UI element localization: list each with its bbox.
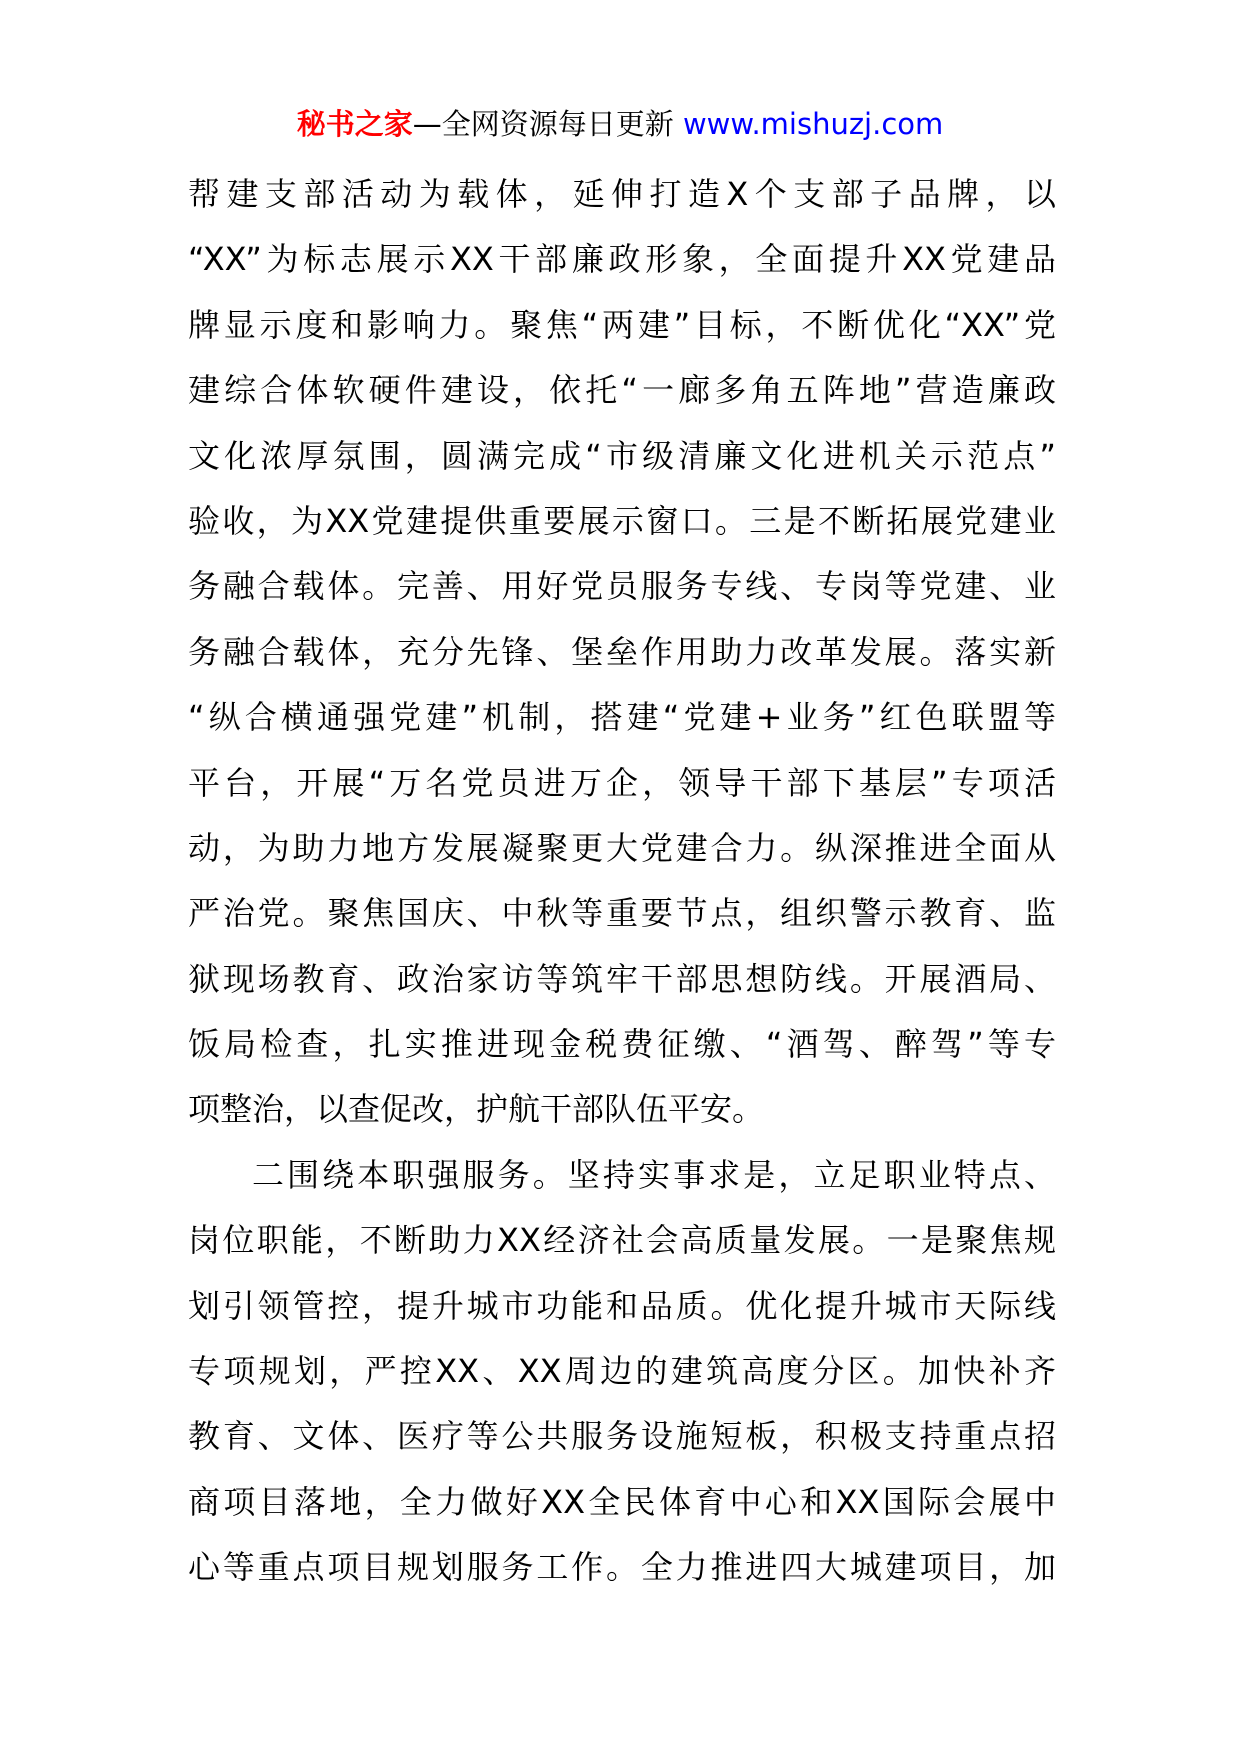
site-header <box>0 100 1240 148</box>
text-line: 狱现场教育、政治家访等筑牢干部思想防线。开展酒局、 <box>188 959 1056 998</box>
text-line: 专项规划，严控XX、XX周边的建筑高度分区。加快补齐 <box>188 1352 1056 1391</box>
text-line: 心等重点项目规划服务工作。全力推进四大城建项目，加 <box>188 1548 1056 1587</box>
document-body <box>188 162 1056 1601</box>
site-url-link[interactable]: www.mishuzj.com <box>682 107 944 141</box>
text-line: 帮建支部活动为载体，延伸打造X个支部子品牌，以 <box>188 175 1056 213</box>
text-line: “XX”为标志展示XX干部廉政形象，全面提升XX党建品 <box>188 240 1056 279</box>
text-line: 牌显示度和影响力。聚焦“两建”目标，不断优化“XX”党 <box>188 305 1056 344</box>
text-line: 验收，为XX党建提供重要展示窗口。三是不断拓展党建业 <box>188 501 1056 540</box>
text-line: 商项目落地，全力做好XX全民体育中心和XX国际会展中 <box>188 1482 1056 1521</box>
text-line: 动，为助力地方发展凝聚更大党建合力。纵深推进全面从 <box>188 828 1056 867</box>
text-line: 教育、文体、医疗等公共服务设施短板，积极支持重点招 <box>188 1417 1056 1456</box>
paragraph-end-line: 项整治，以查促改，护航干部队伍平安。 <box>188 1090 765 1129</box>
text-line: 建综合体软硬件建设，依托“一廊多角五阵地”营造廉政 <box>188 371 1056 410</box>
paragraph-start-line: 二围绕本职强服务。坚持实事求是，立足职业特点、 <box>252 1155 1056 1194</box>
header-tagline: —全网资源每日更新 <box>412 107 683 141</box>
brand-name: 秘书之家 <box>296 107 413 141</box>
text-line: 文化浓厚氛围，圆满完成“市级清廉文化进机关示范点” <box>188 436 1056 475</box>
text-line: 平台，开展“万名党员进万企，领导干部下基层”专项活 <box>188 763 1056 802</box>
text-line: 饭局检查，扎实推进现金税费征缴、“酒驾、醉驾”等专 <box>188 1025 1056 1064</box>
text-line: 岗位职能，不断助力XX经济社会高质量发展。一是聚焦规 <box>188 1221 1056 1260</box>
text-line: 务融合载体。完善、用好党员服务专线、专岗等党建、业 <box>188 567 1056 606</box>
text-line: “纵合横通强党建”机制，搭建“党建+业务”红色联盟等 <box>188 698 1056 737</box>
text-line: 划引领管控，提升城市功能和品质。优化提升城市天际线 <box>188 1286 1056 1325</box>
text-line: 务融合载体，充分先锋、堡垒作用助力改革发展。落实新 <box>188 632 1056 671</box>
text-line: 严治党。聚焦国庆、中秋等重要节点，组织警示教育、监 <box>188 894 1056 933</box>
